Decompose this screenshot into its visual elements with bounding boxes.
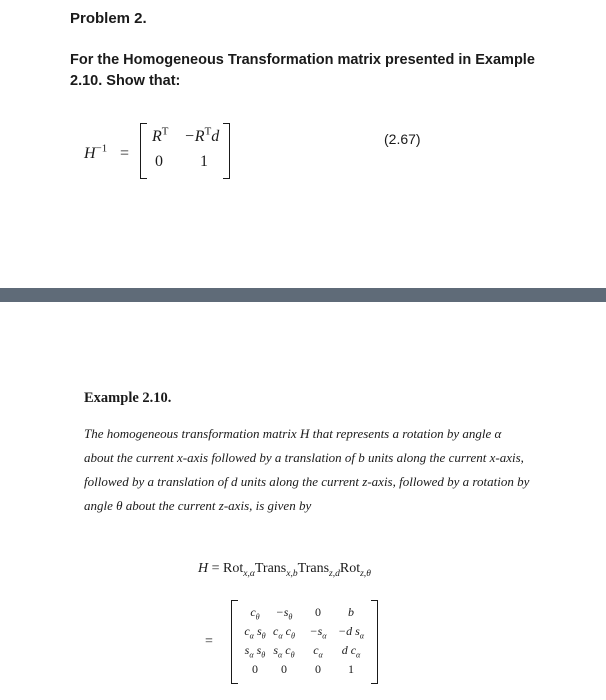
matrix-cell: d $c_\alpha$ xyxy=(341,643,361,660)
matrix-cell: 0 xyxy=(315,605,321,619)
matrix-cell: $-s_\alpha$ xyxy=(309,624,327,641)
transform-product-equation xyxy=(198,561,371,577)
matrix-cell-zero: 0 xyxy=(155,153,163,170)
product-equals: = xyxy=(211,561,220,576)
matrix-equals: = xyxy=(205,634,213,649)
product-term-rot-z: Rot$_{z,\theta}$ xyxy=(339,561,371,579)
matrix-cell: −d $s_\alpha$ xyxy=(337,624,365,641)
product-term-rot-x: Rot$_{x,\alpha}$ xyxy=(223,561,255,579)
example-description: The homogeneous transformation matrix H that represents a rotation by angle α about the current x-axis followed by a translation of b units along the current x-axis, followed by a translation of d units along the current z-axis, followed by a rotation by angle θ about the current z-axis, is given by xyxy=(84,426,530,513)
product-term-trans-z: Trans$_{z,d}$ xyxy=(297,561,340,579)
matrix-cell: $c_\theta$ xyxy=(250,605,260,622)
product-term-trans-x: Trans$_{x,b}$ xyxy=(254,561,298,579)
matrix-cell: $c_\alpha$ $s_\theta$ xyxy=(244,624,266,641)
matrix-cell: $s_\alpha$ $c_\theta$ xyxy=(273,643,295,660)
matrix-cell: $c_\alpha$ xyxy=(313,643,323,660)
matrix-cell: 0 xyxy=(281,662,287,676)
equation-number: (2.67) xyxy=(384,131,421,147)
matrix-cell-one: 1 xyxy=(200,153,208,170)
product-lhs: H xyxy=(198,561,209,576)
matrix-right-bracket xyxy=(371,600,378,684)
matrix-cell: b xyxy=(348,605,354,619)
problem-statement: For the Homogeneous Transformation matrix presented in Example 2.10. Show that: xyxy=(70,52,535,89)
matrix-cell-neg-rtd: $-R^Td$ xyxy=(184,125,220,145)
matrix-cell-r-transpose: $R^T$ xyxy=(152,125,169,145)
matrix-cell: 0 xyxy=(315,662,321,676)
example-title: Example 2.10. xyxy=(84,390,172,406)
matrix-right-bracket xyxy=(223,123,230,179)
section-divider xyxy=(0,288,606,302)
problem-title: Problem 2. xyxy=(70,10,147,27)
matrix-cell: $-s_\theta$ xyxy=(275,605,293,622)
equation-lhs: $H^{-1}$ xyxy=(84,142,108,162)
matrix-cell: $c_\alpha$ $c_\theta$ xyxy=(273,624,295,641)
matrix-cell: 1 xyxy=(348,662,354,676)
matrix-cell: 0 xyxy=(252,662,258,676)
matrix-cell: $s_\alpha$ $s_\theta$ xyxy=(244,643,266,660)
matrix-left-bracket xyxy=(140,123,147,179)
homogeneous-matrix xyxy=(205,600,385,690)
equation-equals: = xyxy=(120,145,130,162)
